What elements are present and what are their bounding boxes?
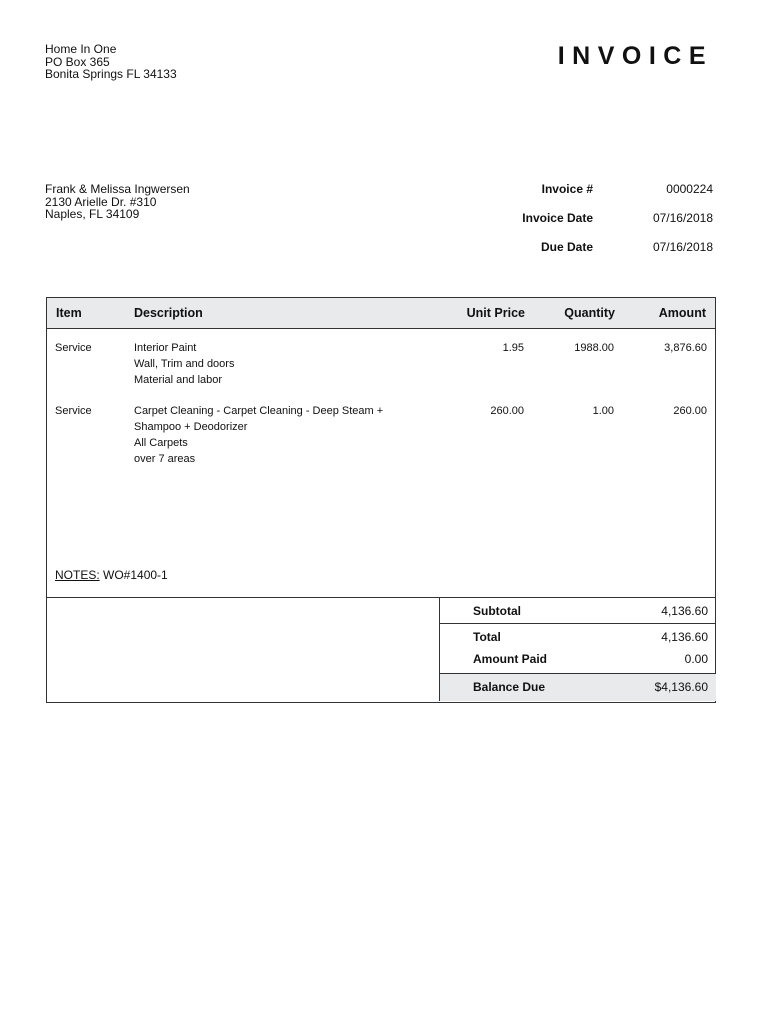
summary-divider-line [440,623,716,624]
description-line: Wall, Trim and doors [134,358,235,370]
due-date: 07/16/2018 [652,240,713,254]
total-value: 4,136.60 [661,630,708,644]
header-amount: Amount [658,306,706,320]
description-line: Shampoo + Deodorizer [134,421,248,433]
table-header [47,298,715,329]
header-item: Item [56,306,82,320]
invoice-number-label: Invoice # [541,182,593,196]
notes-label: NOTES: [55,568,100,582]
totals-summary [439,598,716,701]
invoice-number-row [473,182,713,211]
row-description [134,403,383,467]
invoice-date-label: Invoice Date [522,211,593,225]
recipient-address [45,183,190,221]
row-quantity: 1988.00 [574,342,614,354]
due-date-row [473,240,713,269]
recipient-address-line-1: 2130 Arielle Dr. #310 [45,194,157,209]
header-quantity: Quantity [564,306,615,320]
notes-text: WO#1400-1 [103,568,168,582]
summary-divider-line [440,673,716,674]
line-items-table [46,297,716,703]
subtotal-label: Subtotal [473,604,521,618]
invoice-meta [473,182,713,269]
row-amount: 3,876.60 [664,342,707,354]
row-unit-price: 260.00 [490,405,524,417]
recipient-name: Frank & Melissa Ingwersen [45,182,190,196]
balance-due-label: Balance Due [473,680,546,694]
sender-address-line-2: Bonita Springs FL 34133 [45,67,177,81]
description-line: Material and labor [134,374,223,386]
description-line: All Carpets [134,437,188,449]
row-unit-price: 1.95 [502,342,524,354]
row-quantity: 1.00 [592,405,614,417]
amount-paid-value: 0.00 [684,652,708,666]
invoice-date: 07/16/2018 [652,211,713,225]
sender-address-line-1: PO Box 365 [45,54,110,69]
row-description [134,340,234,388]
sender-name: Home In One [45,42,117,56]
description-line: Interior Paint [134,342,197,354]
description-line: Carpet Cleaning - Carpet Cleaning - Deep Steam + [134,405,384,417]
invoice-number: 0000224 [666,182,713,196]
description-line: over 7 areas [134,453,196,465]
amount-paid-label: Amount Paid [473,652,547,666]
row-amount: 260.00 [673,405,707,417]
balance-due-row [440,673,716,701]
subtotal-value: 4,136.60 [661,604,708,618]
invoice-title: INVOICE [557,42,713,70]
invoice-date-row [473,211,713,240]
sender-address [45,43,177,81]
header-unit-price: Unit Price [466,306,525,320]
row-item: Service [55,342,92,354]
notes [55,568,168,582]
balance-due-value: $4,136.60 [654,680,708,694]
recipient-address-line-2: Naples, FL 34109 [45,207,140,221]
total-label: Total [473,630,501,644]
row-item: Service [55,405,92,417]
due-date-label: Due Date [540,240,593,254]
header-description: Description [134,306,203,320]
